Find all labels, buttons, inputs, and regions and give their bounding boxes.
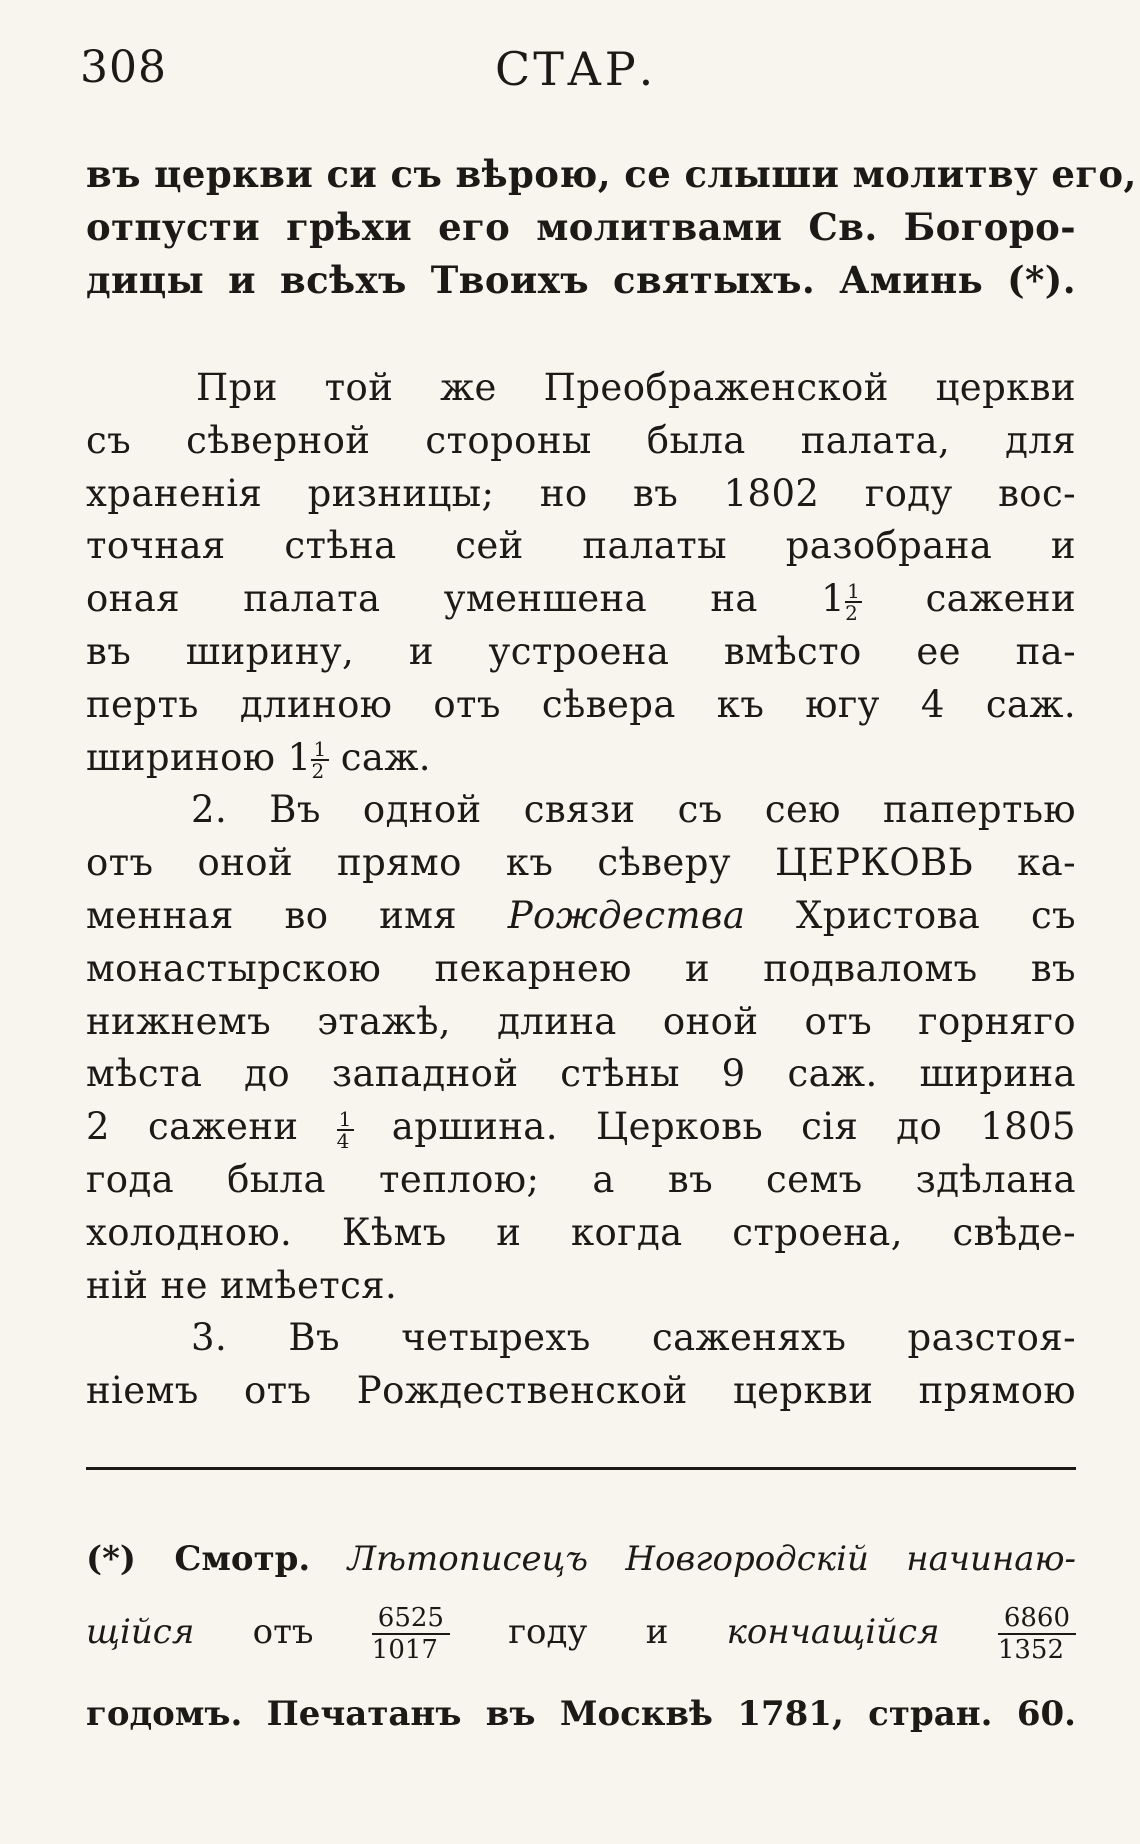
text-line: При той же Преображенской церкви	[196, 366, 1076, 409]
text-fragment: менная во имя	[86, 893, 508, 937]
fraction	[336, 1106, 354, 1153]
text-fragment: щійся	[86, 1612, 195, 1652]
text-line	[86, 732, 1076, 785]
italic-fragment: Рождества	[507, 893, 746, 937]
fraction	[311, 737, 328, 784]
year-fraction-start	[372, 1603, 450, 1665]
fraction-numerator: 1	[847, 578, 861, 603]
footnote-title: Лѣтописецъ Новгородскій начинаю-	[347, 1539, 1076, 1579]
text-fragment: оная палата уменшена на 1	[86, 577, 846, 621]
footnote-line	[86, 1588, 1076, 1676]
text-line: 2. Въ одной связи съ сею папертью	[191, 788, 1076, 832]
fraction-numerator: 1	[338, 1106, 352, 1131]
fraction-numerator: 1	[313, 737, 327, 762]
text-fragment: кончащійся	[726, 1612, 940, 1652]
text-line: перть длиною отъ сѣвера къ югу 4 саж.	[86, 682, 1076, 726]
fraction-numerator: 6860	[998, 1603, 1076, 1635]
text-fragment: саж.	[328, 735, 431, 779]
year-fraction-end	[998, 1603, 1076, 1665]
text-line: въ ширину, и устроена вмѣсто ее па-	[86, 629, 1076, 673]
text-line: съ сѣверной стороны была палата, для	[86, 418, 1076, 462]
footnote-line	[86, 1533, 1076, 1585]
text-line: 3. Въ четырехъ саженяхъ разстоя-	[191, 1316, 1076, 1360]
text-line: нижнемъ этажѣ, длина оной отъ горняго	[86, 999, 1076, 1043]
running-head: СТАР.	[495, 42, 657, 96]
fraction-numerator: 6525	[372, 1603, 450, 1635]
footnote-marker: (*) Смотр.	[86, 1539, 311, 1579]
text-fragment: 2 сажени	[86, 1105, 337, 1149]
text-fragment: аршина. Церковь сія до 1805	[353, 1105, 1076, 1149]
text-fragment: и	[645, 1612, 669, 1652]
text-line: ній не имѣется.	[86, 1263, 398, 1307]
text-fragment: шириною 1	[86, 735, 312, 779]
footnote-line: годомъ. Печатанъ въ Москвѣ 1781, стран. 60.	[86, 1694, 1076, 1734]
text-line: дицы и всѣхъ Твоихъ святыхъ. Аминь (*).	[86, 257, 1076, 302]
paragraph-prayer-end	[86, 148, 1137, 306]
footnote-divider	[86, 1467, 1076, 1470]
text-line: холодною. Кѣмъ и когда строена, свѣде-	[86, 1210, 1076, 1254]
text-fragment: отъ	[252, 1612, 314, 1652]
text-fragment: сажени	[862, 577, 1077, 621]
text-line: отпусти грѣхи его молитвами Св. Богоро-	[86, 204, 1076, 249]
text-line: въ церкви си съ вѣрою, се слыши молитву его,	[86, 152, 1137, 196]
text-fragment: году	[508, 1612, 588, 1652]
text-line: отъ оной прямо къ сѣверу ЦЕРКОВЬ ка-	[86, 841, 1076, 885]
fraction-denominator: 2	[311, 759, 325, 784]
fraction	[845, 578, 862, 625]
text-line: точная стѣна сей палаты разобрана и	[86, 524, 1076, 568]
text-line	[86, 890, 1076, 943]
fraction-denominator: 2	[845, 600, 859, 625]
fraction-denominator: 1352	[997, 1635, 1064, 1665]
text-line: мѣста до западной стѣны 9 саж. ширина	[86, 1052, 1076, 1096]
text-line: монастырскою пекарнею и подваломъ въ	[86, 946, 1076, 990]
fraction-denominator: 1017	[371, 1635, 438, 1665]
page-number: 308	[80, 42, 167, 93]
text-fragment: Христова съ	[745, 893, 1077, 937]
text-line: храненія ризницы; но въ 1802 году вос-	[86, 471, 1076, 515]
fraction-denominator: 4	[336, 1128, 350, 1153]
text-line	[86, 573, 1076, 626]
text-line: года была теплою; а въ семъ здѣлана	[86, 1157, 1076, 1201]
page-header	[80, 42, 1070, 112]
paragraph-body	[86, 362, 1076, 1418]
text-line	[86, 1101, 1076, 1154]
text-line: ніемъ отъ Рождественской церкви прямою	[86, 1369, 1076, 1413]
